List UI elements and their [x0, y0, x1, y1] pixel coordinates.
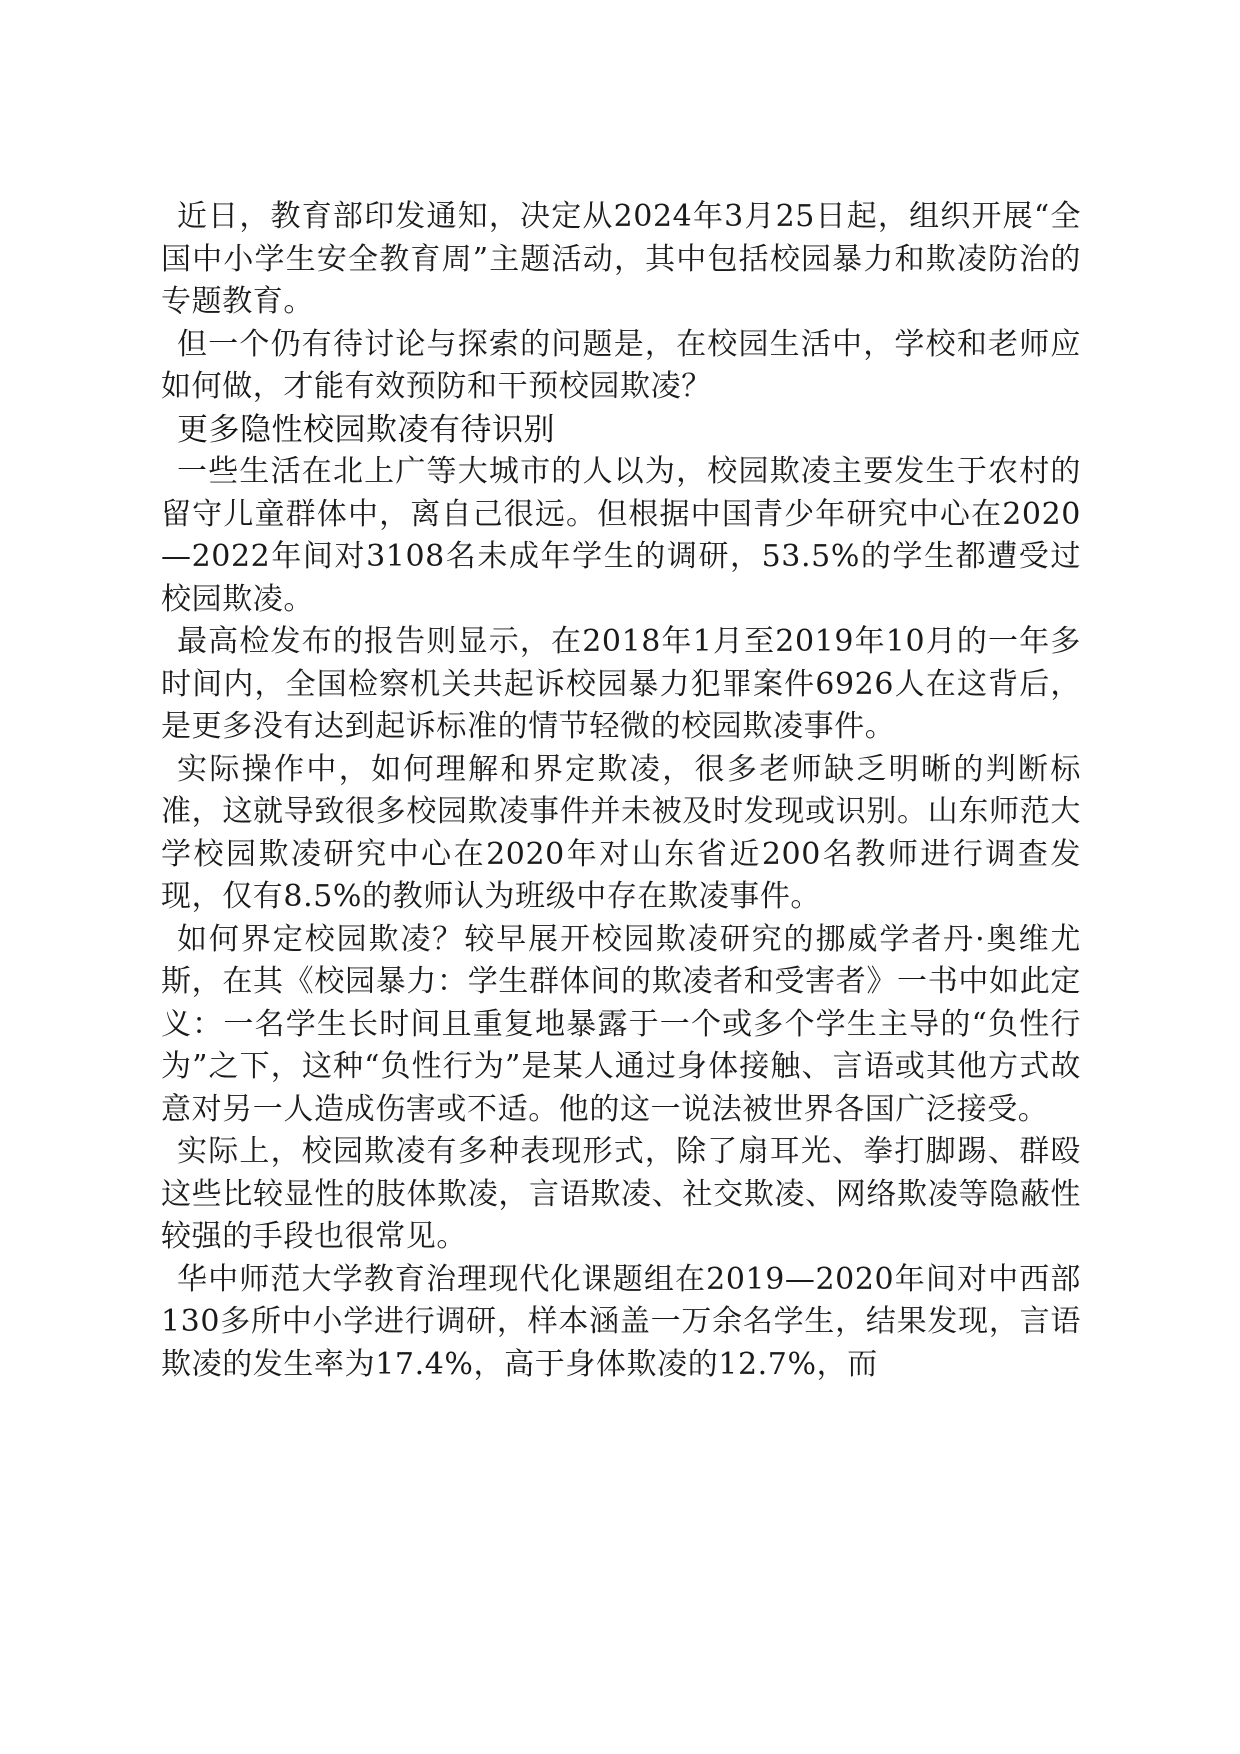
section-heading: 更多隐性校园欺凌有待识别: [177, 411, 555, 448]
paragraph: 实际上，校园欺凌有多种表现形式，除了扇耳光、拳打脚踢、群殴这些比较显性的肢体欺凌，言语欺凌、社交欺凌、网络欺凌等隐蔽性较强的手段也很常见。: [161, 1134, 1081, 1254]
document-page: [161, 196, 1081, 1386]
paragraph: 华中师范大学教育治理现代化课题组在2019—2020年间对中西部130多所中小学进行调研，样本涵盖一万余名学生，结果发现，言语欺凌的发生率为17.4%，高于身体欺凌的12.7%，而: [161, 1261, 1081, 1382]
paragraph: 如何界定校园欺凌？较早展开校园欺凌研究的挪威学者丹·奥维尤斯，在其《校园暴力：学生群体间的欺凌者和受害者》一书中如此定义：一名学生长时间且重复地暴露于一个或多个学生主导的“负性行为”之下，这种“负性行为”是某人通过身体接触、言语或其他方式故意对另一人造成伤害或不适。他的这一说法被世界各国广泛接受。: [161, 921, 1081, 1127]
paragraph: 最高检发布的报告则显示，在2018年1月至2019年10月的一年多时间内，全国检察机关共起诉校园暴力犯罪案件6926人在这背后，是更多没有达到起诉标准的情节轻微的校园欺凌事件。: [161, 624, 1081, 744]
paragraph: 一些生活在北上广等大城市的人以为，校园欺凌主要发生于农村的留守儿童群体中，离自己很远。但根据中国青少年研究中心在2020—2022年间对3108名未成年学生的调研，53.5%的学生都遭受过校园欺凌。: [161, 454, 1081, 617]
paragraph: 近日，教育部印发通知，决定从2024年3月25日起，组织开展“全国中小学生安全教育周”主题活动，其中包括校园暴力和欺凌防治的专题教育。: [161, 199, 1081, 319]
paragraph: 但一个仍有待讨论与探索的问题是，在校园生活中，学校和老师应如何做，才能有效预防和干预校园欺凌？: [161, 326, 1081, 404]
paragraph: 实际操作中，如何理解和界定欺凌，很多老师缺乏明晰的判断标准，这就导致很多校园欺凌事件并未被及时发现或识别。山东师范大学校园欺凌研究中心在2020年对山东省近200名教师进行调查发现，仅有8.5%的教师认为班级中存在欺凌事件。: [161, 751, 1081, 914]
